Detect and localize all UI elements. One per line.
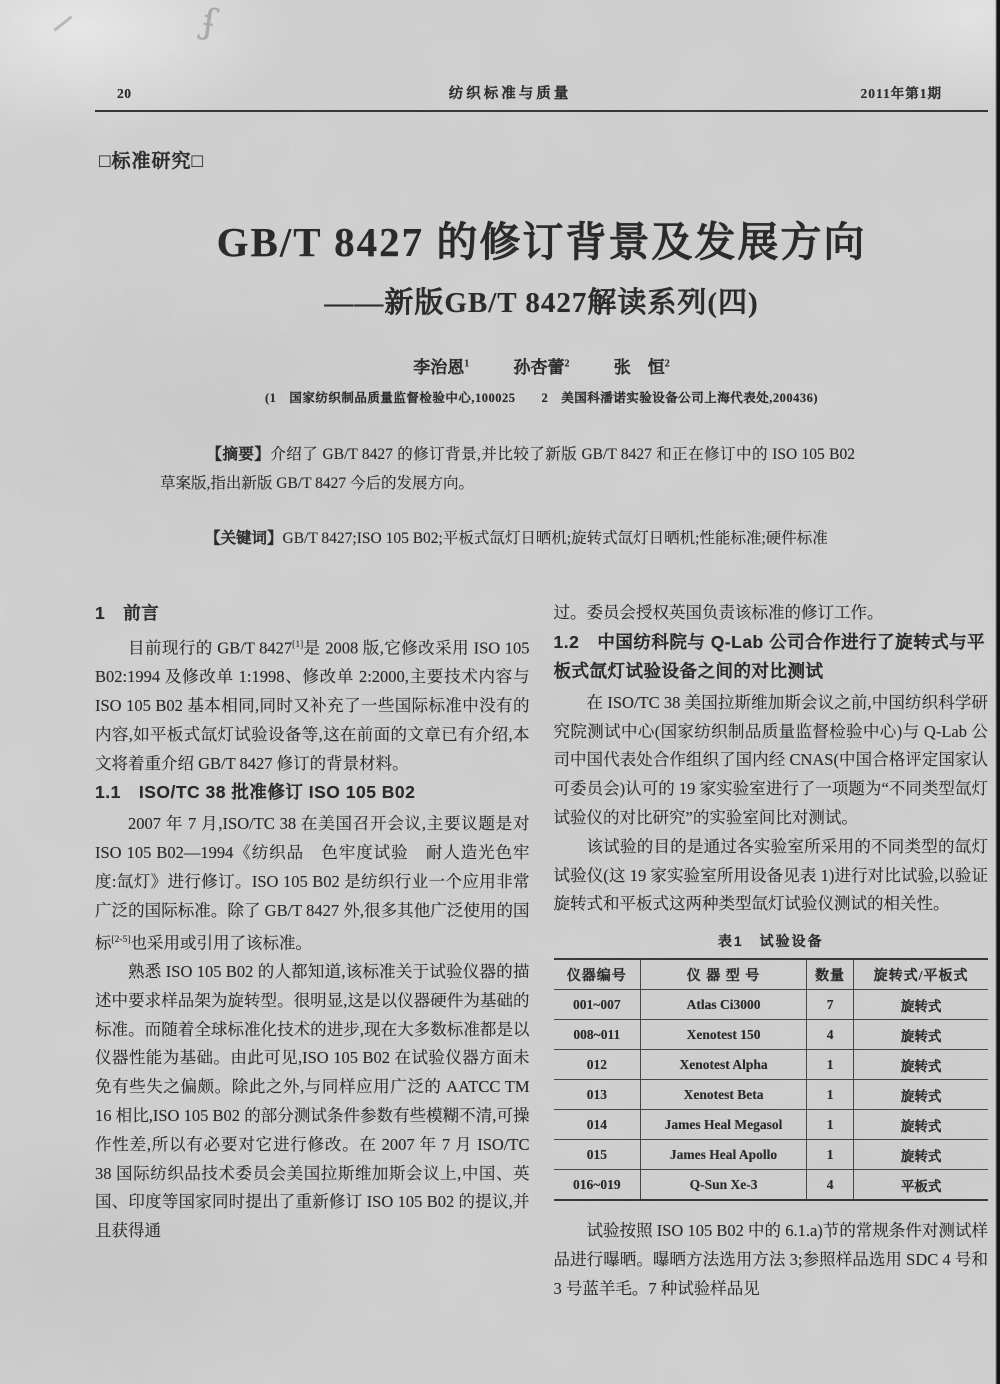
- table-row: 016~019 Q-Sun Xe-3 4 平板式: [554, 1170, 989, 1201]
- author: 张 恒$^2$: [613, 358, 670, 377]
- section-tag: □标准研究□: [99, 151, 204, 172]
- author-line: [95, 353, 988, 378]
- author: 孙杏蕾$^2$: [513, 358, 570, 377]
- header-rule: [95, 110, 988, 112]
- corner-scan-mark: [53, 16, 72, 32]
- reference-marker: [1]: [292, 640, 304, 650]
- paragraph: 2007 年 7 月,ISO/TC 38 在美国召开会议,主要议题是对 ISO 105 B02—1994《纺织品 色牢度试验 耐人造光色牢度:氙灯》进行修订。ISO 105 B02 是纺织行业一个应用非常广泛的国际标准。除了 GB/T 8427 外,很多其他广泛使用的国标[2-5]也采用或引用了该标准。: [95, 814, 530, 953]
- right-column: [554, 599, 989, 1304]
- keywords-text: GB/T 8427;ISO 105 B02;平板式氙灯日晒机;旋转式氙灯日晒机;性能标准;硬件标准: [282, 530, 828, 547]
- paragraph: 该试验的目的是通过各实验室所采用的不同类型的氙灯试验仪(这 19 家实验室所用设备见表 1)进行对比试验,以验证旋转式和平板式这两种类型氙灯试验仪测试的相关性。: [553, 836, 988, 914]
- author: 李治恩$^1$: [413, 358, 470, 377]
- keywords-label: 【关键词】: [205, 530, 283, 547]
- reference-marker: [2-5]: [111, 934, 131, 945]
- table-row: 015 James Heal Apollo 1 旋转式: [554, 1140, 989, 1170]
- col-header-instrument-no: 仪器编号: [554, 959, 641, 990]
- pen-mark-artifact: ʄ: [200, 1, 219, 43]
- author-affil-marker: 2: [564, 358, 570, 370]
- equipment-table: [554, 958, 989, 1201]
- table-caption: 表1 试验设备: [717, 933, 824, 950]
- paragraph-continuation: 过。委员会授权英国负责该标准的修订工作。: [553, 603, 884, 622]
- abstract-text: 介绍了 GB/T 8427 的修订背景,并比较了新版 GB/T 8427 和正在修订中的 ISO 105 B02 草案版,指出新版 GB/T 8427 今后的发展方向。: [160, 446, 855, 492]
- article-subtitle: ——新版GB/T 8427解读系列(四): [324, 287, 759, 319]
- paragraph: 试验按照 ISO 105 B02 中的 6.1.a)节的常规条件对测试样品进行曝晒。曝晒方法选用方法 3;参照样品选用 SDC 4 号和 3 号蓝羊毛。7 种试验样品见: [553, 1221, 988, 1298]
- col-header-type: 旋转式/平板式: [854, 959, 988, 990]
- paragraph: 在 ISO/TC 38 美国拉斯维加斯会议之前,中国纺织科学研究院测试中心(国家纺织制品质量监督检验中心)与 Q-Lab 公司中国代表处合作组织了国内经 CNAS(中国合格评定国家认可委员会)认可的 19 家实验室进行了一项题为“不同类型氙灯试验仪的对比研究”的实验室间比对测试。: [553, 692, 988, 827]
- abstract: [160, 440, 855, 498]
- heading-1-foreword: 1 前言: [95, 603, 160, 623]
- affiliation-line: (1 国家纺织制品质量监督检验中心,100025 2 美国科潘诺实验设备公司上海代表处,200436): [264, 391, 819, 405]
- abstract-label: 【摘要】: [206, 446, 271, 463]
- running-header: [95, 82, 988, 103]
- issue-label: 2011年第1期: [860, 86, 942, 101]
- heading-1-2: 1.2 中国纺科院与 Q-Lab 公司合作进行了旋转式与平板式氙灯试验设备之间的对比测试: [553, 631, 986, 681]
- page-content: [95, 0, 988, 1304]
- col-header-quantity: 数量: [806, 959, 853, 990]
- table-row: 001~007 Atlas Ci3000 7 旋转式: [554, 990, 989, 1020]
- page-number: 20: [117, 86, 132, 101]
- author-affil-marker: 2: [664, 358, 670, 370]
- table-row: 008~011 Xenotest 150 4 旋转式: [554, 1020, 989, 1050]
- paragraph: 目前现行的 GB/T 8427[1]是 2008 版,它修改采用 ISO 105 B02:1994 及修改单 1:1998、修改单 2:2000,主要技术内容与 ISO 105 B02 基本相同,同时又补充了一些国际标准中没有的内容,如平板式氙灯试验设备等,这在前面的文章已有介绍,本文将着重介绍 GB/T 8427 修订的背景材料。: [95, 638, 530, 773]
- col-header-model: 仪 器 型 号: [641, 959, 807, 990]
- table-header-row: [554, 959, 989, 990]
- table-row: 014 James Heal Megasol 1 旋转式: [554, 1110, 989, 1140]
- paragraph: 熟悉 ISO 105 B02 的人都知道,该标准关于试验仪器的描述中要求样品架为旋转型。很明显,这是以仪器硬件为基础的标准。而随着全球标准化技术的进步,现在大多数标准都是以仪器性能为基础。由此可见,ISO 105 B02 在试验仪器方面未免有些失之偏颇。除此之外,与同样应用广泛的 AATCC TM 16 相比,ISO 105 B02 的部分测试条件参数有些模糊不清,可操作性差,所以有必要对它进行修改。在 2007 年 7 月 ISO/TC 38 国际纺织品技术委员会美国拉斯维加斯会议上,中国、英国、印度等国家同时提出了重新修订 ISO 105 B02 的提议,并且获得通: [95, 961, 530, 1241]
- keywords: [160, 524, 855, 553]
- article-title: GB/T 8427 的修订背景及发展方向: [216, 219, 867, 265]
- body-columns: [95, 599, 988, 1304]
- scan-edge-shadow: [995, 0, 1000, 1384]
- table-row: 012 Xenotest Alpha 1 旋转式: [554, 1050, 989, 1080]
- author-affil-marker: 1: [464, 358, 470, 370]
- journal-title: 纺织标准与质量: [448, 86, 572, 102]
- left-column: [95, 599, 530, 1304]
- heading-1-1: 1.1 ISO/TC 38 批准修订 ISO 105 B02: [95, 782, 416, 803]
- table-row: 013 Xenotest Beta 1 旋转式: [554, 1080, 989, 1110]
